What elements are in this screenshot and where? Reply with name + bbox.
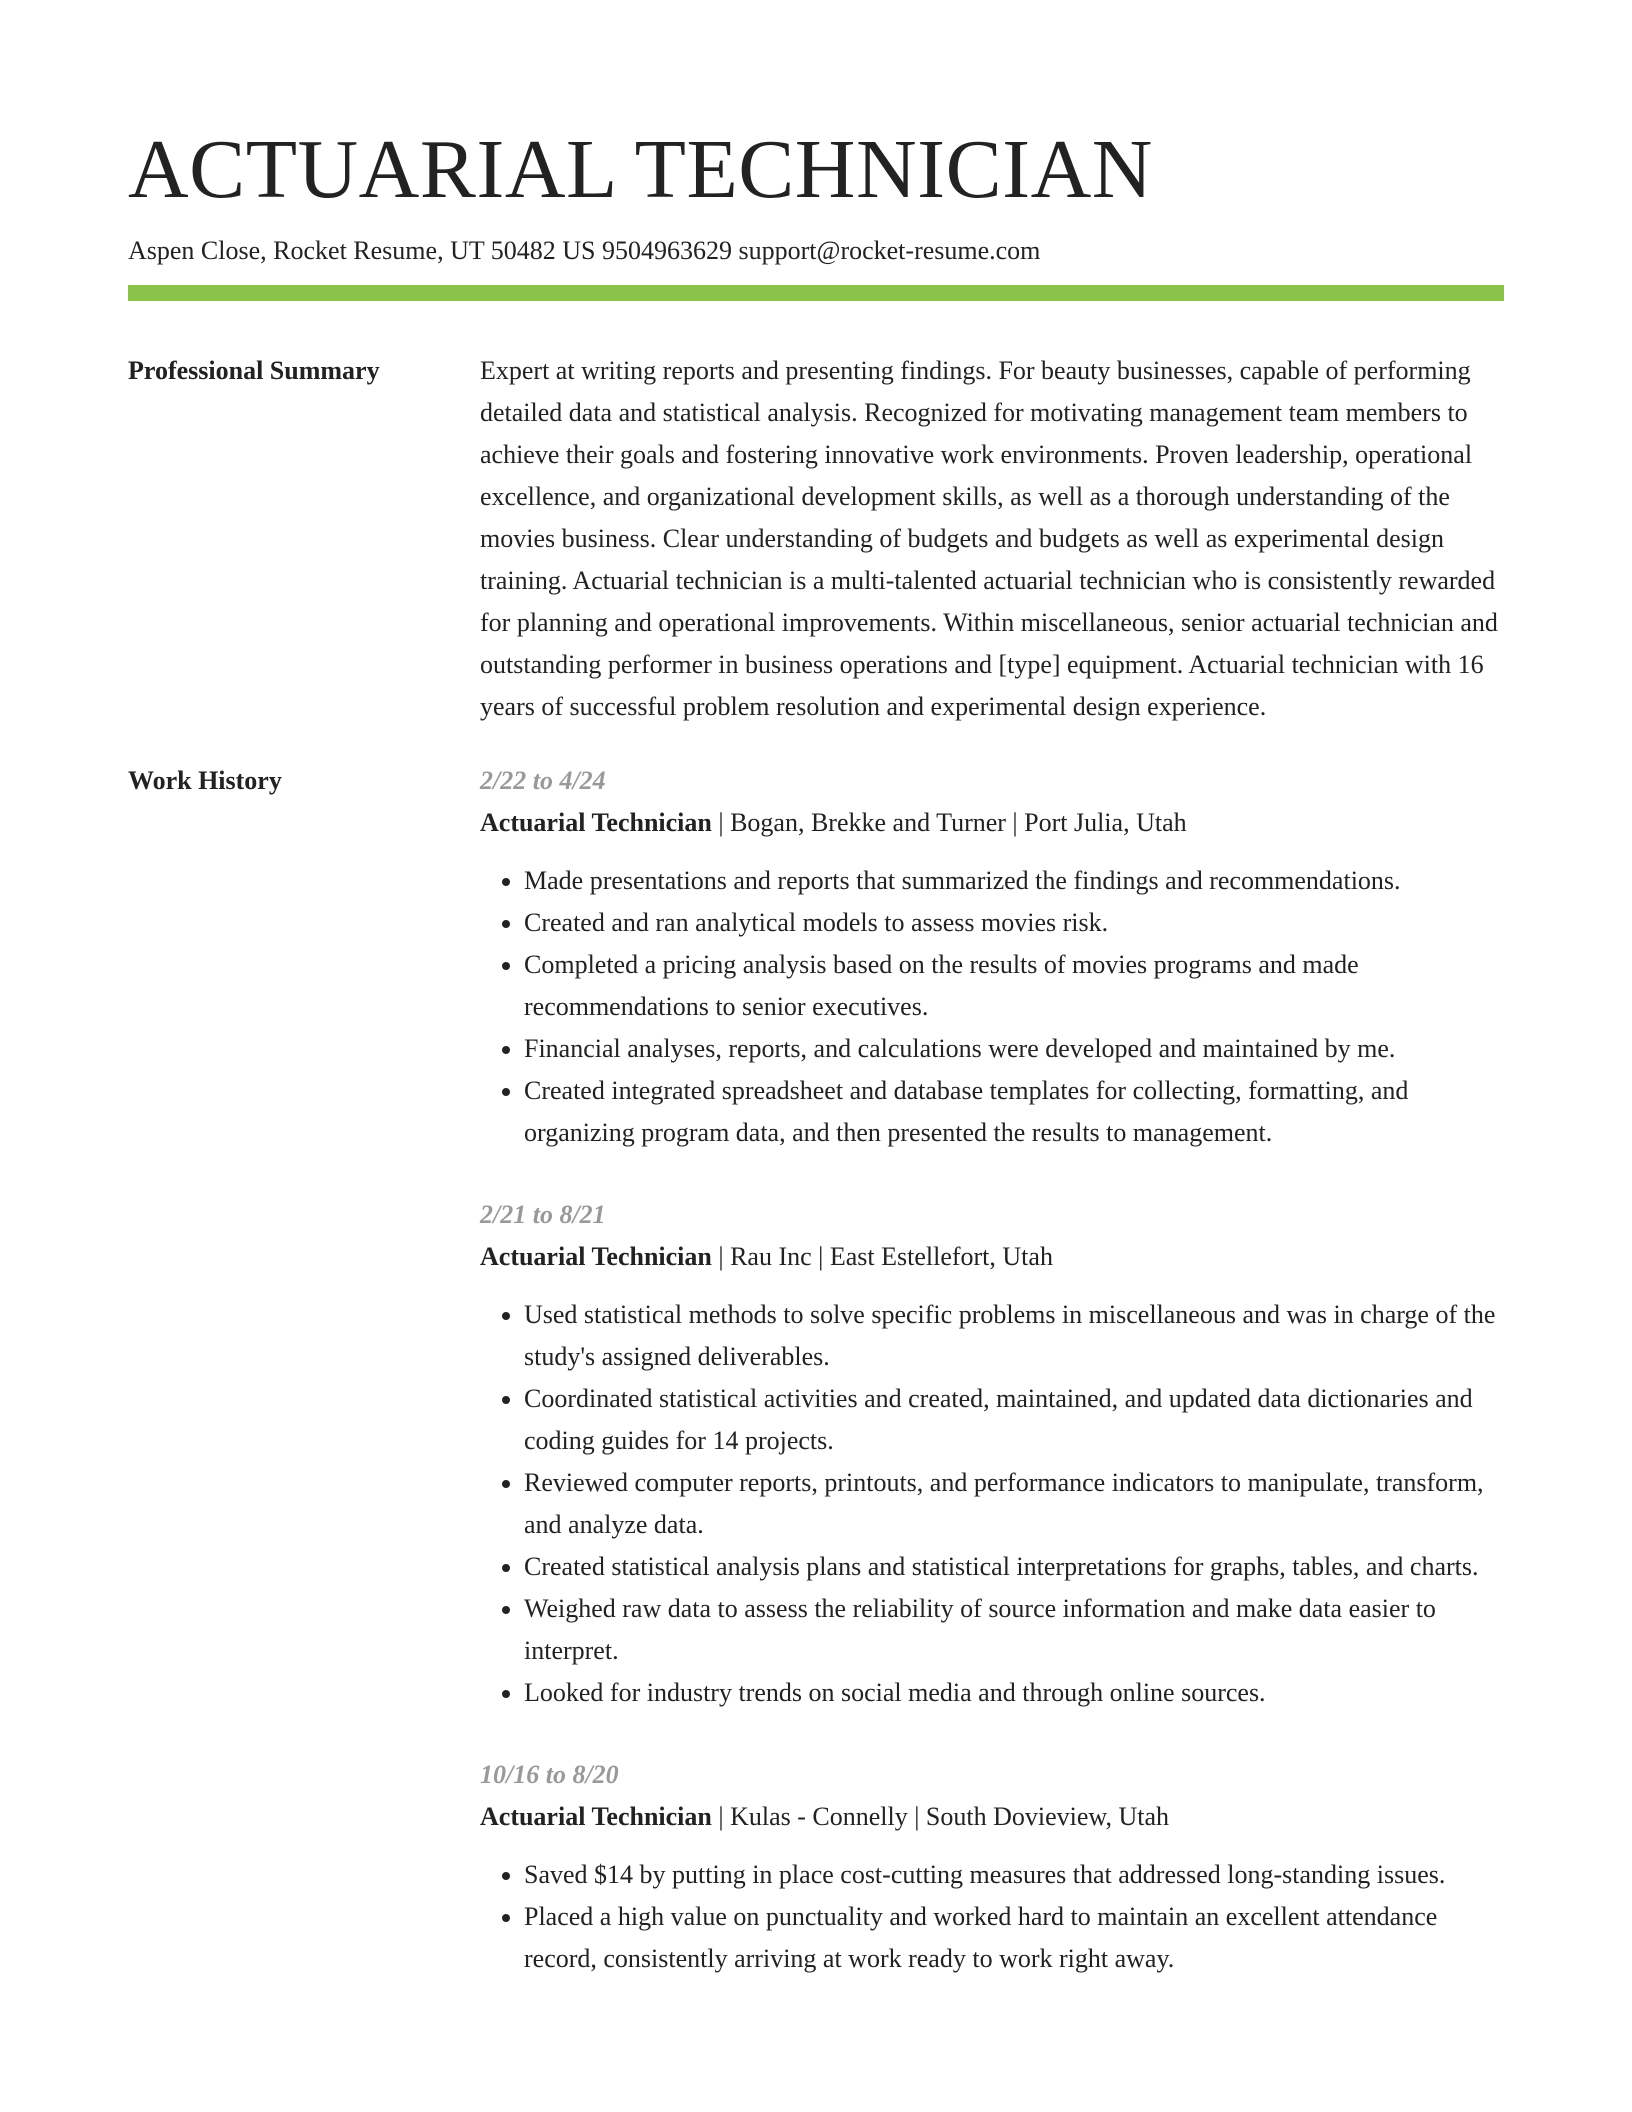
contact-address: Aspen Close, Rocket Resume, UT 50482 US xyxy=(128,236,596,265)
job-employer-location: | Rau Inc | East Estellefort, Utah xyxy=(711,1242,1053,1271)
candidate-name: ACTUARIAL TECHNICIAN xyxy=(128,123,1153,216)
contact-line xyxy=(128,234,1504,268)
job-heading xyxy=(480,1236,1504,1278)
job-title: Actuarial Technician xyxy=(480,1242,712,1271)
job-bullet: • Saved $14 by putting in place cost-cutting measures that addressed long-standing issues. xyxy=(524,1854,1504,1896)
job-bullet: • Coordinated statistical activities and created, maintained, and updated data dictionaries and coding guides for 14 projects. xyxy=(524,1378,1504,1462)
section-heading-summary: Professional Summary xyxy=(128,356,380,385)
job-bullet: • Created integrated spreadsheet and database templates for collecting, formatting, and organizing program data, and then presented the results to management. xyxy=(524,1070,1504,1154)
job-bullet: • Financial analyses, reports, and calculations were developed and maintained by me. xyxy=(524,1028,1504,1070)
job-title: Actuarial Technician xyxy=(480,1802,712,1831)
job-employer-location: | Kulas - Connelly | South Dovieview, Utah xyxy=(711,1802,1170,1831)
job-dates: 10/16 to 8/20 xyxy=(480,1760,619,1789)
job-title: Actuarial Technician xyxy=(480,808,712,837)
job-employer-location: | Bogan, Brekke and Turner | Port Julia, Utah xyxy=(711,808,1187,837)
contact-email: support@rocket-resume.com xyxy=(738,236,1041,265)
resume-sections xyxy=(128,350,1504,2020)
job-heading xyxy=(480,1796,1504,1838)
job-bullet: • Looked for industry trends on social media and through online sources. xyxy=(524,1672,1504,1714)
job-entry xyxy=(480,1194,1504,1714)
work-history-section xyxy=(128,760,1504,2020)
job-bullet: • Placed a high value on punctuality and worked hard to maintain an excellent attendance record, consistently arriving at work ready to work right away. xyxy=(524,1896,1504,1980)
job-bullet-list xyxy=(480,1854,1504,1980)
job-bullet-list xyxy=(480,1294,1504,1714)
job-bullet: • Created statistical analysis plans and statistical interpretations for graphs, tables, and charts. xyxy=(524,1546,1504,1588)
summary-body xyxy=(480,350,1504,728)
job-bullet: • Weighed raw data to assess the reliability of source information and make data easier to interpret. xyxy=(524,1588,1504,1672)
header-divider xyxy=(128,285,1504,301)
summary-text: Expert at writing reports and presenting findings. For beauty businesses, capable of performing detailed data and statistical analysis. Recognized for motivating management team members to achieve their goals and fostering innovative work environments. Proven leadership, operational excellence, and organizational development skills, as well as a thorough understanding of the movies business. Clear understanding of budgets and budgets as well as experimental design training. Actuarial technician is a multi-talented actuarial technician who is consistently rewarded for planning and operational improvements. Within miscellaneous, senior actuarial technician and outstanding performer in business operations and [type] equipment. Actuarial technician with 16 years of successful problem resolution and experimental design experience. xyxy=(480,356,1498,721)
job-heading xyxy=(480,802,1504,844)
job-bullet: • Completed a pricing analysis based on the results of movies programs and made recommendations to senior executives. xyxy=(524,944,1504,1028)
job-bullet: • Reviewed computer reports, printouts, and performance indicators to manipulate, transform, and analyze data. xyxy=(524,1462,1504,1546)
job-bullet: • Used statistical methods to solve specific problems in miscellaneous and was in charge of the study's assigned deliverables. xyxy=(524,1294,1504,1378)
job-bullet: • Created and ran analytical models to assess movies risk. xyxy=(524,902,1504,944)
professional-summary-section xyxy=(128,350,1504,728)
job-dates: 2/22 to 4/24 xyxy=(480,766,606,795)
resume-header xyxy=(128,118,1504,268)
job-dates: 2/21 to 8/21 xyxy=(480,1200,606,1229)
work-history-body xyxy=(480,760,1504,2020)
job-bullet: • Made presentations and reports that summarized the findings and recommendations. xyxy=(524,860,1504,902)
section-heading-work-history: Work History xyxy=(128,766,282,795)
job-bullet-list xyxy=(480,860,1504,1154)
contact-phone: 9504963629 xyxy=(602,236,732,265)
job-entry xyxy=(480,760,1504,1154)
job-entry xyxy=(480,1754,1504,1980)
